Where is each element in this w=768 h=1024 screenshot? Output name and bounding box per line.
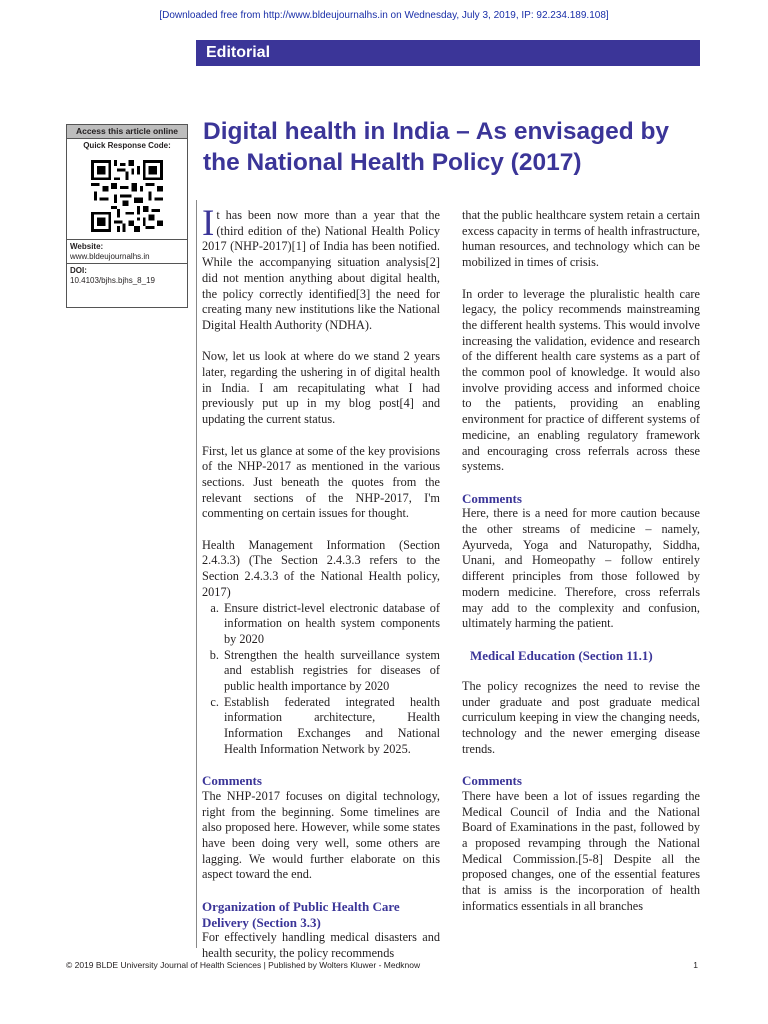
qr-code-icon[interactable]	[91, 160, 163, 232]
paragraph: Now, let us look at where do we stand 2 years later, regarding the ushering in of digital health in India. I am recapitulating what I had previously put up in my blog post[4] and updating the current status.	[202, 349, 440, 427]
paragraph-intro	[202, 203, 440, 334]
paragraph: Health Management Information (Section 2.4.3.3) (The Section 2.4.3.3 refers to the Section 2.4.3.3 of the National Health policy, 2017)	[202, 537, 440, 599]
qr-label: Quick Response Code:	[83, 141, 171, 150]
provisions-list	[202, 601, 440, 758]
paragraph: The policy recognizes the need to revise the under graduate and post graduate medical curriculum keeping in view the changing needs, technology and the newer emerging disease trends.	[462, 679, 700, 756]
website-link[interactable]: www.bldeujournalhs.in	[70, 252, 150, 261]
section-heading: Comments	[462, 490, 522, 506]
paragraph: For effectively handling medical disasters and health security, the policy recommends	[202, 930, 440, 960]
doi-label: DOI:	[70, 266, 87, 275]
access-header: Access this article online	[67, 125, 187, 139]
download-notice: [Downloaded free from http://www.bldeujournalhs.in on Wednesday, July 3, 2019, IP: 92.234.189.108]	[159, 10, 609, 21]
paragraph: Here, there is a need for more caution because the other streams of medicine – namely, Ayurveda, Yoga and Naturopathy, Siddha, Unani, and Homeopathy – follow entirely different principles from those followed by modern medicine. Therefore, cross referrals may add to the complexity and confusion, ultimately harming the patient.	[462, 506, 700, 631]
drop-cap: I	[202, 203, 215, 244]
qr-code-wrap	[67, 153, 187, 240]
website-label: Website:	[70, 242, 104, 251]
column-rule	[196, 200, 197, 948]
paragraph: In order to leverage the pluralistic health care legacy, the policy recommends mainstreaming the different health systems. This would involve increasing the validation, evidence and research of the different health care systems as a part of the common pool of knowledge. It would also involve providing access and informed choice to the patients, providing an enabling environment for practice of different systems of medicine, an enabling regulatory framework and encouraging cross referrals across these systems.	[462, 286, 700, 474]
page-footer	[66, 960, 698, 970]
section-heading: Comments	[462, 773, 522, 789]
list-item: a. Ensure district-level electronic database of information on health system components by 2020	[222, 601, 440, 648]
section-heading: Medical Education (Section 11.1)	[470, 647, 653, 663]
intro-text: t has been now more than a year that the (third edition of the) National Health Policy 2017 (NHP-2017)[1] of India has been notified. While the accompanying situation analysis[2] did not mention anything about digital health, the policy correctly identified[3] the need for creating many new institutions like the National Digital Health Authority (NDHA).	[202, 208, 440, 332]
right-column	[462, 208, 700, 915]
doi-value[interactable]: 10.4103/bjhs.bjhs_8_19	[70, 276, 155, 285]
paragraph: that the public healthcare system retain a certain excess capacity in terms of health infrastructure, human resources, and technology which can be mobilized in times of crisis.	[462, 208, 700, 270]
page-number: 1	[693, 960, 698, 970]
paragraph: There have been a lot of issues regarding the Medical Council of India and the National Board of Examinations in the past, followed by a proposed revamping through the National Medical Commission.[5-8] Despite all the proposed changes, one of the essential features that is amiss is the incorporation of health informatics essentials in all branches	[462, 788, 700, 913]
list-item: b. Strengthen the health surveillance system and establish registries for diseases of public health importance by 2020	[222, 648, 440, 695]
list-item: c. Establish federated integrated health information architecture, Health Information Exchanges and National Health Information Network by 2025.	[222, 695, 440, 758]
paragraph: The NHP-2017 focuses on digital technology, right from the beginning. Some timelines are also proposed here. However, while some states have been doing very well, some others are lagging. We would further elaborate on this aspect toward the end.	[202, 788, 440, 882]
left-column	[202, 203, 440, 962]
footer-text: © 2019 BLDE University Journal of Health Sciences | Published by Wolters Kluwer - Medknow	[66, 960, 421, 970]
section-banner: Editorial	[196, 40, 700, 66]
section-heading: Comments	[202, 773, 262, 789]
access-article-box	[66, 124, 188, 308]
paragraph: First, let us glance at some of the key provisions of the NHP-2017 as mentioned in the various sections. Just beneath the quotes from the relevant sections of the NHP-2017, I'm commenting on certain issues for thought.	[202, 443, 440, 521]
section-heading: Organization of Public Health Care Delivery (Section 3.3)	[202, 898, 400, 930]
article-title: Digital health in India – As envisaged by the National Health Policy (2017)	[203, 118, 670, 176]
